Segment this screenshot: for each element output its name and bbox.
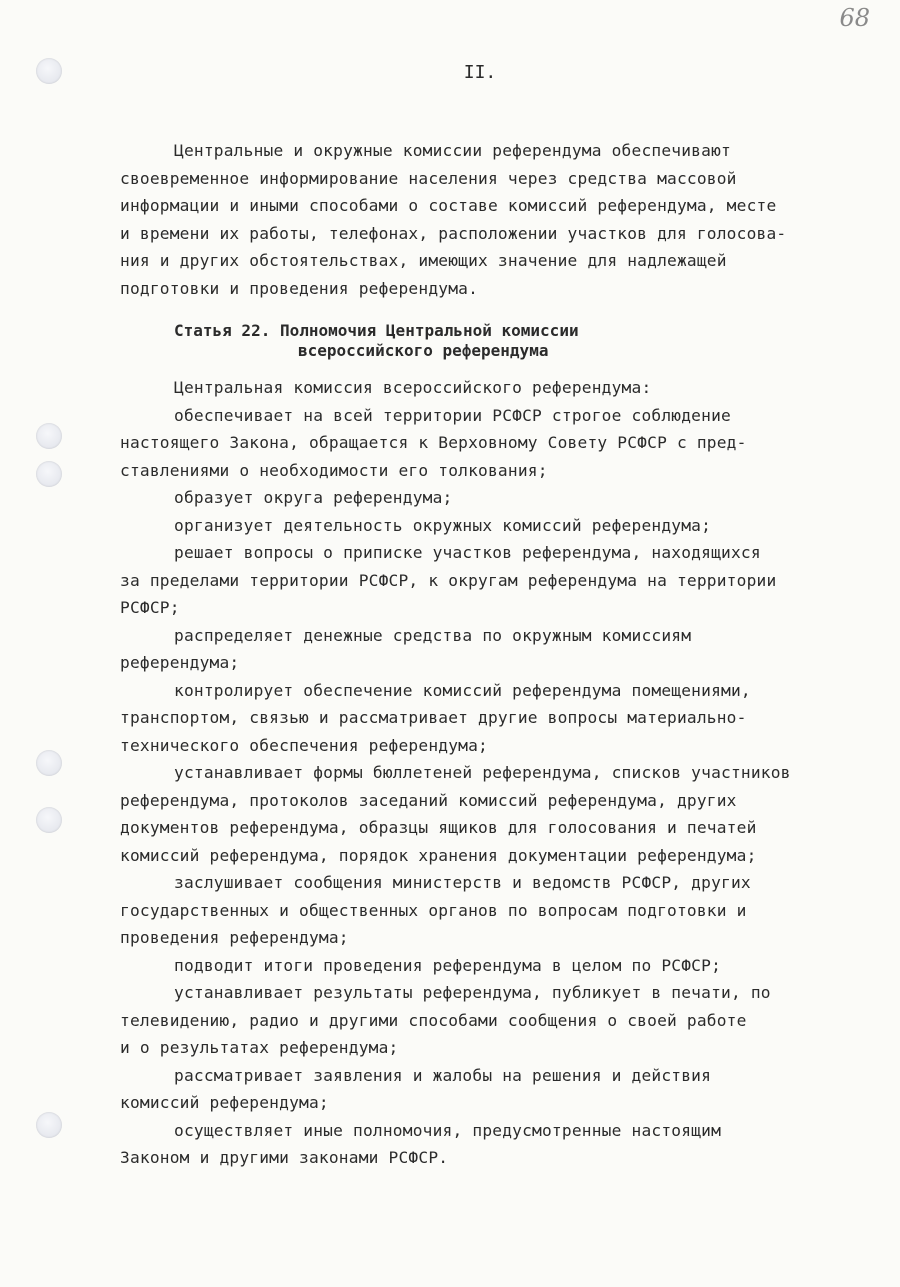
article-heading xyxy=(174,321,579,361)
text-line: транспортом, связью и рассматривает другие вопросы материально- xyxy=(120,708,747,727)
text-line: за пределами территории РСФСР, к округам референдума на территории xyxy=(120,570,777,590)
text-line: решает вопросы о приписке участков референдума, находящихся xyxy=(174,543,761,562)
punch-hole xyxy=(36,807,62,833)
handwritten-page-number: 68 xyxy=(839,4,870,32)
text-line: Центральные и окружные комиссии референдума обеспечивают xyxy=(174,141,731,160)
text-line: ставлениями о необходимости его толкования; xyxy=(120,460,548,480)
intro-paragraph xyxy=(120,137,870,302)
text-line: организует деятельность окружных комиссий референдума; xyxy=(174,515,712,535)
punch-hole xyxy=(36,1112,62,1138)
text-line: рассматривает заявления и жалобы на решения и действия xyxy=(174,1065,712,1085)
punch-hole xyxy=(36,423,62,449)
text-line: проведения референдума; xyxy=(120,928,349,947)
article-body xyxy=(120,374,870,1172)
text-line: заслушивает сообщения министерств и ведомств РСФСР, других xyxy=(174,873,751,892)
punch-hole xyxy=(36,750,62,776)
text-line: образует округа референдума; xyxy=(174,488,453,507)
text-line: распределяет денежные средства по окружным комиссиям xyxy=(174,625,692,645)
page-number: II. xyxy=(463,62,497,83)
text-line: Центральная комиссия всероссийского референдума: xyxy=(174,378,652,397)
text-line: устанавливает результаты референдума, публикует в печати, по xyxy=(174,983,771,1002)
article-title-line2: всероссийского референдума xyxy=(298,341,549,360)
text-line: и о результатах референдума; xyxy=(120,1038,399,1057)
text-line: подводит итоги проведения референдума в целом по РСФСР; xyxy=(174,955,722,975)
text-line: обеспечивает на всей территории РСФСР строгое соблюдение xyxy=(174,405,731,425)
text-line: телевидению, радио и другими способами сообщения о своей работе xyxy=(120,1010,747,1030)
text-line: своевременное информирование населения через средства массовой xyxy=(120,168,737,188)
text-line: контролирует обеспечение комиссий референдума помещениями, xyxy=(174,680,751,700)
text-line: референдума, протоколов заседаний комиссий референдума, других xyxy=(120,790,737,810)
text-line: ния и других обстоятельствах, имеющих значение для надлежащей xyxy=(120,251,727,270)
punch-hole xyxy=(36,58,62,84)
text-line: комиссий референдума; xyxy=(120,1093,329,1112)
article-title-line1: Статья 22. Полномочия Центральной комиссии xyxy=(174,321,579,340)
text-line: Законом и другими законами РСФСР. xyxy=(120,1148,449,1167)
text-line: настоящего Закона, обращается к Верховному Совету РСФСР с пред- xyxy=(120,433,747,452)
text-line: документов референдума, образцы ящиков для голосования и печатей xyxy=(120,818,757,837)
text-line: РСФСР; xyxy=(120,598,180,617)
text-line: и времени их работы, телефонах, расположении участков для голосова- xyxy=(120,223,787,243)
text-line: государственных и общественных органов по вопросам подготовки и xyxy=(120,900,747,920)
text-line: подготовки и проведения референдума. xyxy=(120,278,479,298)
text-line: референдума; xyxy=(120,653,240,672)
punch-hole xyxy=(36,461,62,487)
text-line: информации и иными способами о составе комиссий референдума, месте xyxy=(120,196,777,215)
text-line: технического обеспечения референдума; xyxy=(120,735,488,755)
text-line: осуществляет иные полномочия, предусмотренные настоящим xyxy=(174,1120,722,1140)
text-line: устанавливает формы бюллетеней референдума, списков участников xyxy=(174,763,791,782)
text-line: комиссий референдума, порядок хранения документации референдума; xyxy=(120,845,757,865)
